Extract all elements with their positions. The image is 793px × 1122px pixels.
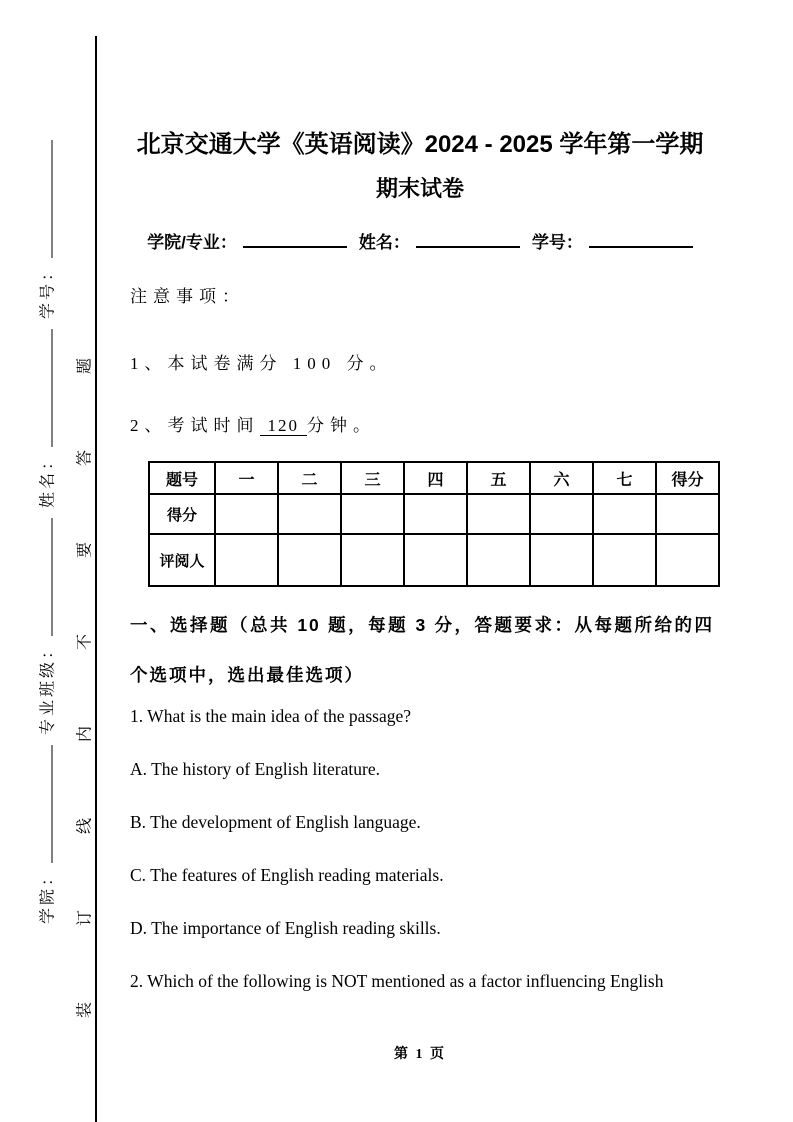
question-2: 2. Which of the following is NOT mentioned as a factor influencing English	[130, 971, 664, 991]
score-table-header-cell: 二	[278, 462, 341, 494]
score-table-header-cell: 题号	[149, 462, 215, 494]
score-table-header-cell: 一	[215, 462, 278, 494]
score-table-header-cell: 得分	[656, 462, 719, 494]
section-1-heading: 一、选择题（总共 10 题，每题 3 分，答题要求：从每题所给的四个选项中，选出最佳选项）	[130, 615, 714, 685]
score-table-header-cell: 四	[404, 462, 467, 494]
binding-line-rule	[95, 36, 97, 1122]
notice-item-2-pre: 2、考试时间	[130, 416, 260, 435]
page-number: 第 1 页	[394, 1047, 446, 1062]
margin-college-blank	[40, 745, 53, 863]
notice-item-2-post: 分钟。	[307, 416, 376, 435]
reviewer-cell	[278, 534, 341, 586]
score-table-header-cell: 五	[467, 462, 530, 494]
notice-item-1: 1、本试卷满分 100 分。	[130, 354, 393, 373]
score-table-header-cell: 三	[341, 462, 404, 494]
notices-heading: 注意事项：	[130, 287, 245, 306]
info-name-label: 姓名：	[358, 233, 410, 252]
notice-item-2	[130, 414, 376, 438]
exam-title-line1: 北京交通大学《英语阅读》2024 - 2025 学年第一学期	[136, 131, 704, 158]
score-row-label: 得分	[149, 494, 215, 534]
exam-title-line2: 期末试卷	[375, 176, 464, 201]
score-cell	[404, 494, 467, 534]
reviewer-cell	[530, 534, 593, 586]
margin-major-blank	[40, 518, 53, 636]
score-table	[148, 461, 720, 587]
info-college-blank	[243, 231, 347, 248]
question-1: 1. What is the main idea of the passage?	[130, 706, 412, 726]
score-table-header-cell: 六	[530, 462, 593, 494]
reviewer-cell	[215, 534, 278, 586]
score-cell	[341, 494, 404, 534]
question-1-option-d: D. The importance of English reading skills.	[130, 918, 441, 938]
question-list	[130, 690, 663, 1008]
margin-name-blank	[40, 329, 53, 447]
margin-college-label: 学院：	[39, 867, 57, 925]
info-name-blank	[416, 231, 520, 248]
question-1-option-c: C. The features of English reading materials.	[130, 865, 444, 885]
reviewer-cell	[656, 534, 719, 586]
reviewer-cell	[341, 534, 404, 586]
info-id-label: 学号：	[531, 233, 583, 252]
score-cell	[656, 494, 719, 534]
margin-id-blank	[40, 140, 53, 258]
score-cell	[278, 494, 341, 534]
reviewer-cell	[404, 534, 467, 586]
score-cell	[467, 494, 530, 534]
score-table-header-cell: 七	[593, 462, 656, 494]
score-cell	[530, 494, 593, 534]
student-info-line	[128, 231, 712, 255]
score-cell	[215, 494, 278, 534]
margin-id-label: 学号：	[39, 261, 57, 319]
margin-major-label: 专业班级：	[39, 640, 57, 736]
score-cell	[593, 494, 656, 534]
score-table-header-row	[149, 462, 719, 494]
question-1-option-b: B. The development of English language.	[130, 812, 421, 832]
margin-name-label: 姓名：	[39, 450, 57, 508]
score-row	[149, 494, 719, 534]
info-college-label: 学院/专业：	[147, 233, 237, 252]
info-id-blank	[589, 231, 693, 248]
reviewer-row-label: 评阅人	[149, 534, 215, 586]
binding-instruction-text: 装订线内不要答题	[76, 281, 94, 1019]
reviewer-cell	[593, 534, 656, 586]
margin-student-info	[35, 130, 58, 924]
question-1-option-a: A. The history of English literature.	[130, 759, 380, 779]
reviewer-row	[149, 534, 719, 586]
reviewer-cell	[467, 534, 530, 586]
exam-duration-value: 120	[260, 416, 308, 436]
